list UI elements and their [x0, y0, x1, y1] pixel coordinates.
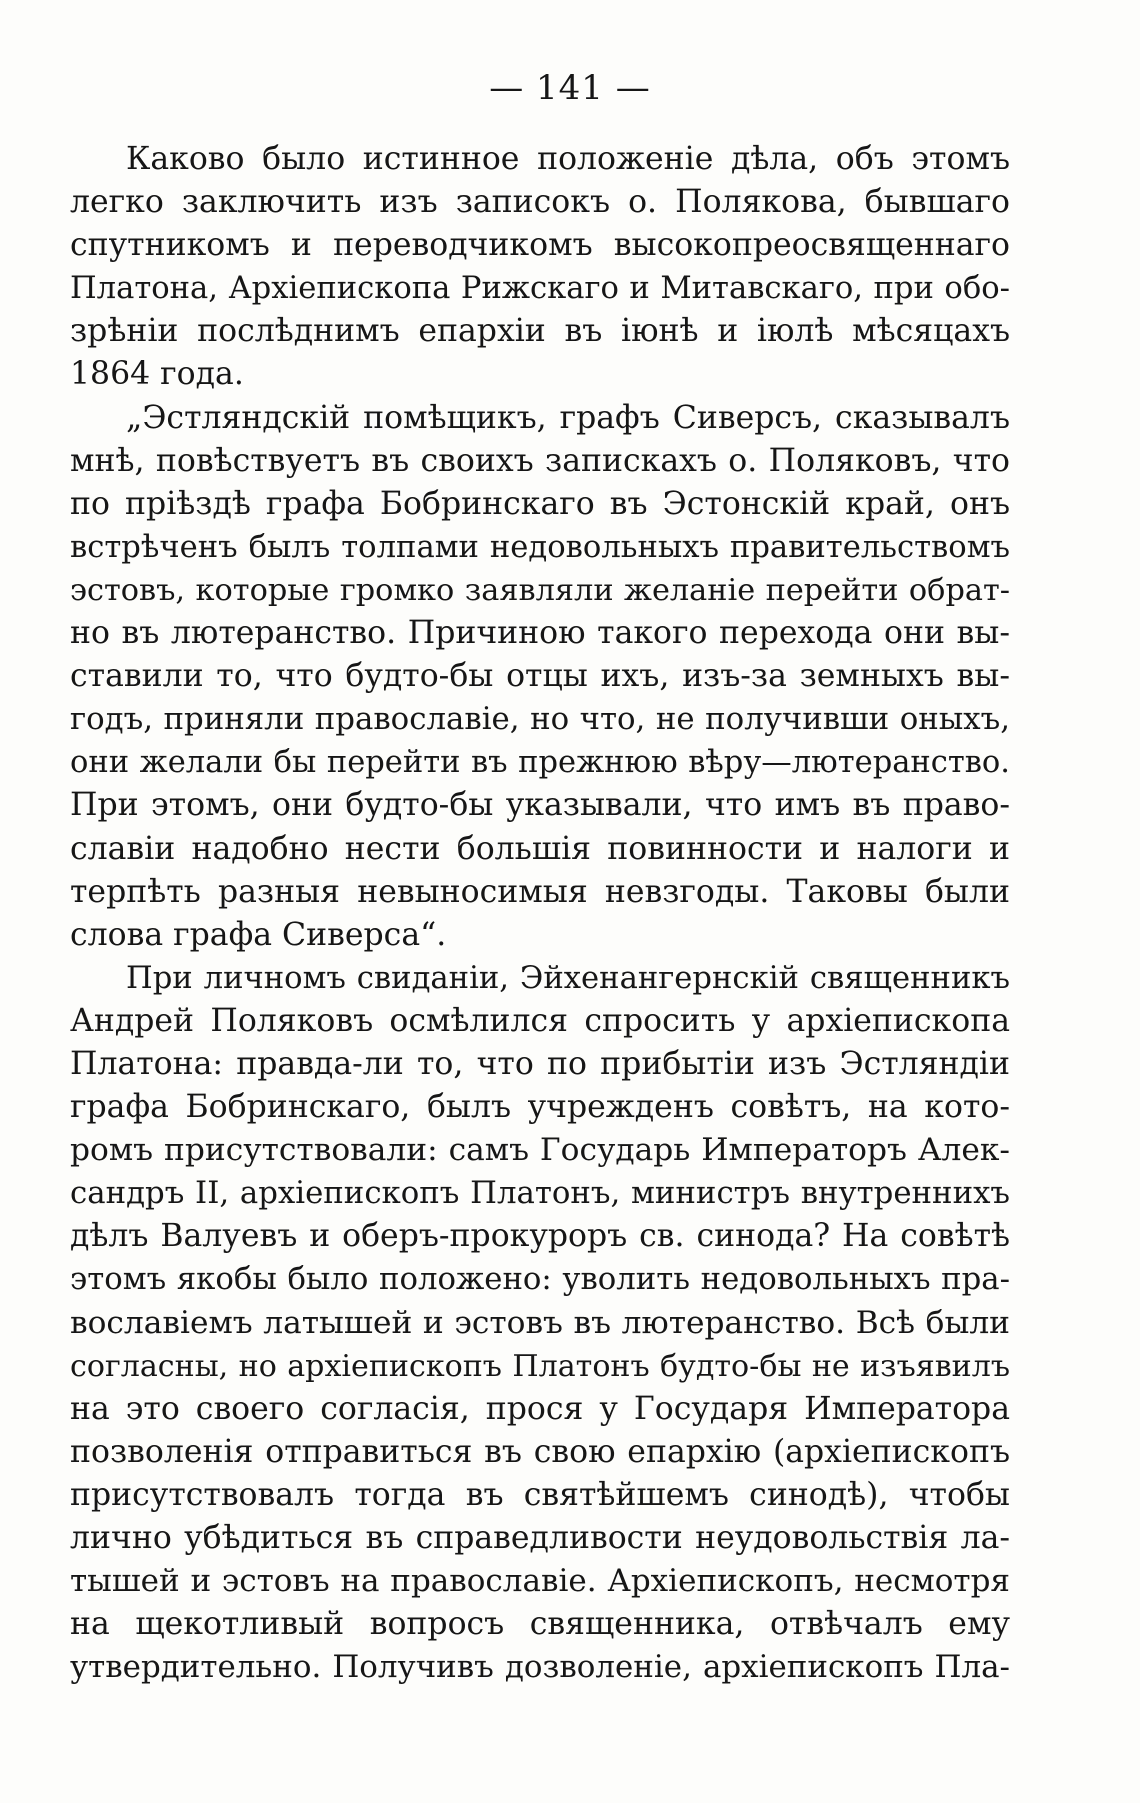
text-line: Платона: правда-ли то, что по прибытіи изъ Эстляндіи	[70, 1045, 1010, 1082]
text-line: но въ лютеранство. Причиною такого перехода они вы-	[70, 615, 1010, 652]
text-line: на это своего согласія, прося у Государя Императора	[70, 1390, 1010, 1427]
text-line: вославіемъ латышей и эстовъ въ лютеранство. Всѣ были	[70, 1304, 1010, 1341]
text-line: При этомъ, они будто-бы указывали, что имъ въ право-	[70, 787, 1010, 824]
text-line: по пріѣздѣ графа Бобринскаго въ Эстонскій край, онъ	[70, 485, 1010, 522]
paragraph-1	[70, 138, 1010, 397]
text-line: сандръ II, архіепископъ Платонъ, министръ внутреннихъ	[70, 1175, 1010, 1212]
text-line: дѣлъ Валуевъ и оберъ-прокуроръ св. синода? На совѣтѣ	[70, 1218, 1010, 1255]
text-line: присутствовалъ тогда въ святѣйшемъ синодѣ), чтобы	[70, 1476, 1010, 1513]
text-line: встрѣченъ былъ толпами недовольныхъ правительствомъ	[70, 529, 1010, 565]
text-line: слова графа Сиверса“.	[70, 916, 447, 953]
text-line: утвердительно. Получивъ дозволеніе, архіепископъ Пла-	[70, 1649, 1010, 1686]
text-line: зрѣніи послѣднимъ епархіи въ іюнѣ и іюлѣ мѣсяцахъ	[70, 313, 1010, 350]
text-line: При личномъ свиданіи, Эйхенангернскій священникъ	[126, 960, 1010, 996]
text-line: легко заключить изъ записокъ о. Полякова, бывшаго	[70, 184, 1010, 221]
text-line: мнѣ, повѣствуетъ въ своихъ запискахъ о. Поляковъ, что	[70, 442, 1010, 479]
page-number: — 141 —	[489, 68, 651, 108]
paragraph-3	[70, 957, 1010, 1690]
text-line: славіи надобно нести большія повинности и налоги и	[70, 830, 1010, 867]
text-line: эстовъ, которые громко заявляли желаніе перейти обрат-	[70, 572, 1010, 608]
text-line: 1864 года.	[70, 356, 244, 393]
text-line: они желали бы перейти въ прежнюю вѣру—лютеранство.	[70, 745, 1010, 781]
text-line: спутникомъ и переводчикомъ высокопреосвященнаго	[70, 227, 1010, 264]
text-line: согласны, но архіепископъ Платонъ будто-бы не изъявилъ	[70, 1348, 1010, 1384]
text-line: Платона, Архіепископа Рижскаго и Митавскаго, при обо-	[70, 271, 1010, 307]
text-line: ромъ присутствовали: самъ Государь Императоръ Алек-	[70, 1132, 1010, 1169]
body-text	[70, 138, 1010, 1689]
text-line: Каково было истинное положеніе дѣла, объ этомъ	[126, 141, 1010, 177]
paragraph-2	[70, 397, 1010, 957]
text-line: терпѣть разныя невыносимыя невзгоды. Таковы были	[70, 873, 1010, 910]
text-line: лично убѣдиться въ справедливости неудовольствія ла-	[70, 1520, 1010, 1556]
text-line: Андрей Поляковъ осмѣлился спросить у архіепископа	[70, 1002, 1010, 1039]
text-line: на щекотливый вопросъ священника, отвѣчалъ ему	[70, 1606, 1010, 1643]
text-line: этомъ якобы было положено: уволить недовольныхъ пра-	[70, 1261, 1010, 1298]
text-line: позволенія отправиться въ свою епархію (архіепископъ	[70, 1433, 1010, 1470]
text-line: ставили то, что будто-бы отцы ихъ, изъ-за земныхъ вы-	[70, 658, 1010, 695]
text-line: графа Бобринскаго, былъ учрежденъ совѣтъ, на кото-	[70, 1089, 1010, 1126]
text-line: тышей и эстовъ на православіе. Архіепископъ, несмотря	[70, 1563, 1010, 1600]
text-line: „Эстляндскій помѣщикъ, графъ Сиверсъ, сказывалъ	[126, 399, 1010, 436]
text-line: годъ, приняли православіе, но что, не получивши оныхъ,	[70, 701, 1010, 738]
